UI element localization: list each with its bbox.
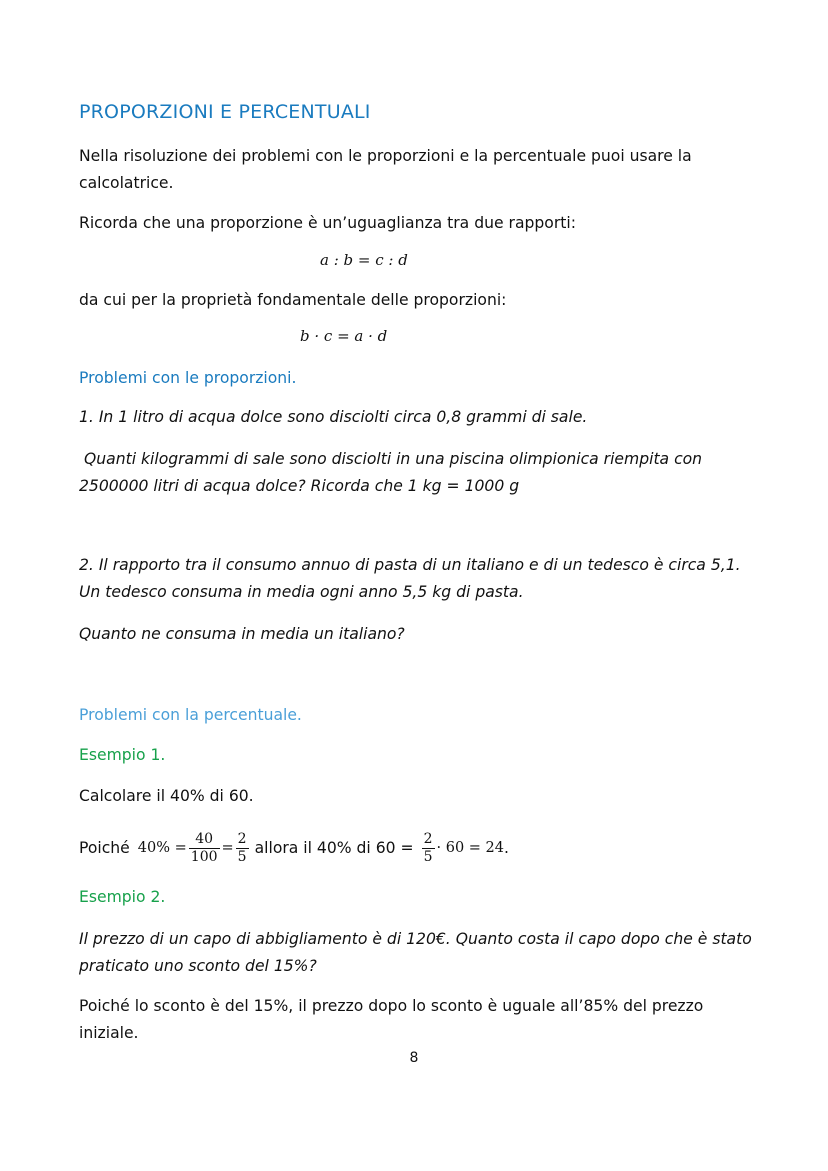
fraction-numerator: 40	[189, 831, 220, 849]
fraction-denominator: 5	[423, 848, 433, 865]
section-heading-proportions: Problemi con le proporzioni.	[79, 369, 297, 387]
product-formula: b · c = a · d	[300, 327, 388, 345]
example-2-task: Il prezzo di un capo di abbigliamento è di 120€. Quanto costa il capo dopo che è stato praticato uno sconto del 15%?	[79, 930, 752, 975]
fundamental-property-text: da cui per la proprietà fondamentale delle proporzioni:	[79, 291, 507, 309]
example-1-label: Esempio 1.	[79, 746, 166, 764]
equals-sign: =	[221, 840, 234, 856]
page-title: PROPORZIONI E PERCENTUALI	[79, 101, 371, 123]
fraction-numerator: 2	[237, 830, 247, 847]
example-1-solution	[79, 826, 509, 870]
problem-1-statement: 1. In 1 litro di acqua dolce sono disciolti circa 0,8 grammi di sale.	[79, 408, 588, 426]
example-1-task: Calcolare il 40% di 60.	[79, 787, 254, 805]
section-heading-percent: Problemi con la percentuale.	[79, 706, 302, 724]
proportion-formula: a : b = c : d	[320, 251, 408, 269]
fraction-40-100	[189, 831, 220, 866]
page-number: 8	[409, 1050, 419, 1066]
fraction-2-5	[236, 831, 249, 866]
example-2-label: Esempio 2.	[79, 888, 166, 906]
problem-2-question: Quanto ne consuma in media un italiano?	[79, 625, 405, 643]
proportion-definition: Ricorda che una proporzione è un’uguaglianza tra due rapporti:	[79, 214, 576, 232]
solution-period: .	[504, 839, 509, 857]
solution-prefix: Poiché	[79, 839, 130, 857]
fraction-2-5-second	[422, 831, 435, 866]
percent-equals: 40% =	[137, 840, 187, 856]
problem-1-question: Quanti kilogrammi di sale sono disciolti in una piscina olimpionica riempita con 2500000 litri di acqua dolce? Ricorda che 1 kg = 1000 g	[79, 450, 703, 495]
solution-result: · 60 = 24	[436, 840, 504, 856]
fraction-denominator: 100	[190, 848, 218, 865]
solution-middle-text: allora il 40% di 60 =	[254, 839, 414, 857]
intro-paragraph: Nella risoluzione dei problemi con le proporzioni e la percentuale puoi usare la calcolatrice.	[79, 147, 692, 192]
problem-2-statement: 2. Il rapporto tra il consumo annuo di pasta di un italiano e di un tedesco è circa 5,1. Un tedesco consuma in media ogni anno 5,5 kg di pasta.	[79, 556, 741, 601]
fraction-numerator: 2	[423, 830, 433, 847]
fraction-denominator: 5	[237, 848, 247, 865]
example-2-solution: Poiché lo sconto è del 15%, il prezzo dopo lo sconto è uguale all’85% del prezzo iniziale.	[79, 997, 704, 1042]
